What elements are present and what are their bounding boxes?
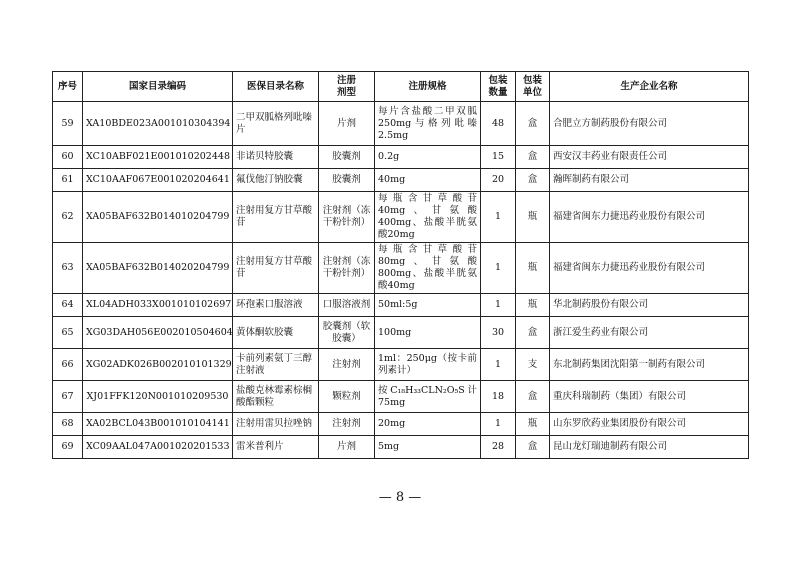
row-national-code: XG02ADK026B002010101329 xyxy=(83,349,233,381)
row-manufacturer: 重庆科瑞制药（集团）有限公司 xyxy=(550,381,749,413)
row-pack-qty: 1 xyxy=(481,349,516,381)
row-seq: 68 xyxy=(53,413,83,436)
row-dosage-form: 注射剂 xyxy=(319,349,375,381)
row-dosage-form: 胶囊剂 xyxy=(319,169,375,192)
row-pack-unit: 瓶 xyxy=(516,192,550,243)
row-insurance-name: 黄体酮软胶囊 xyxy=(233,317,319,349)
row-pack-qty: 30 xyxy=(481,317,516,349)
table-header-row xyxy=(53,72,749,102)
row-manufacturer: 瀚晖制药有限公司 xyxy=(550,169,749,192)
row-national-code: XA05BAF632B014020204799 xyxy=(83,243,233,294)
row-manufacturer: 福建省闽东力捷迅药业股份有限公司 xyxy=(550,243,749,294)
row-pack-unit: 盒 xyxy=(516,436,550,459)
table-row xyxy=(53,192,749,243)
row-dosage-form: 胶囊剂 xyxy=(319,146,375,169)
row-specification: 100mg xyxy=(375,317,481,349)
header-national-code: 国家目录编码 xyxy=(83,72,233,102)
row-national-code: XC10ABF021E001010202448 xyxy=(83,146,233,169)
row-pack-unit: 盒 xyxy=(516,169,550,192)
row-manufacturer: 山东罗欣药业集团股份有限公司 xyxy=(550,413,749,436)
row-national-code: XL04ADH033X001010102697 xyxy=(83,294,233,317)
row-pack-unit: 支 xyxy=(516,349,550,381)
row-national-code: XA05BAF632B014010204799 xyxy=(83,192,233,243)
row-specification: 50ml:5g xyxy=(375,294,481,317)
row-specification: 20mg xyxy=(375,413,481,436)
header-specification: 注册规格 xyxy=(375,72,481,102)
row-insurance-name: 雷米普利片 xyxy=(233,436,319,459)
row-seq: 67 xyxy=(53,381,83,413)
header-pack-qty: 包装 数量 xyxy=(481,72,516,102)
row-specification: 每片含盐酸二甲双胍250mg与格列吡嗪2.5mg xyxy=(375,102,481,146)
row-pack-qty: 15 xyxy=(481,146,516,169)
row-insurance-name: 注射用雷贝拉唑钠 xyxy=(233,413,319,436)
table-row xyxy=(53,349,749,381)
row-manufacturer: 昆山龙灯瑞迪制药有限公司 xyxy=(550,436,749,459)
row-pack-unit: 瓶 xyxy=(516,243,550,294)
table-row xyxy=(53,102,749,146)
row-dosage-form: 胶囊剂（软胶囊） xyxy=(319,317,375,349)
row-specification: 1ml：250μg（按卡前列素计） xyxy=(375,349,481,381)
row-pack-qty: 1 xyxy=(481,192,516,243)
row-pack-unit: 盒 xyxy=(516,317,550,349)
row-dosage-form: 片剂 xyxy=(319,102,375,146)
row-dosage-form: 口服溶液剂 xyxy=(319,294,375,317)
row-pack-qty: 28 xyxy=(481,436,516,459)
header-manufacturer: 生产企业名称 xyxy=(550,72,749,102)
row-pack-qty: 20 xyxy=(481,169,516,192)
header-pack-unit: 包装 单位 xyxy=(516,72,550,102)
row-specification: 每瓶含甘草酸苷40mg、甘氨酸400mg、盐酸半胱氨酸20mg xyxy=(375,192,481,243)
row-national-code: XG03DAH056E002010504604 xyxy=(83,317,233,349)
row-dosage-form: 注射剂 xyxy=(319,413,375,436)
table-row xyxy=(53,436,749,459)
table-row xyxy=(53,146,749,169)
row-insurance-name: 盐酸克林霉素棕榈酸酯颗粒 xyxy=(233,381,319,413)
row-insurance-name: 环孢素口服溶液 xyxy=(233,294,319,317)
drug-list-table xyxy=(52,71,749,459)
table-row xyxy=(53,413,749,436)
row-seq: 62 xyxy=(53,192,83,243)
row-specification: 按C₁₈H₃₃CLN₂O₅S计75mg xyxy=(375,381,481,413)
row-pack-unit: 盒 xyxy=(516,381,550,413)
row-manufacturer: 西安汉丰药业有限责任公司 xyxy=(550,146,749,169)
header-seq: 序号 xyxy=(53,72,83,102)
row-pack-qty: 18 xyxy=(481,381,516,413)
row-manufacturer: 合肥立方制药股份有限公司 xyxy=(550,102,749,146)
row-insurance-name: 卡前列素氨丁三醇注射液 xyxy=(233,349,319,381)
row-manufacturer: 福建省闽东力捷迅药业股份有限公司 xyxy=(550,192,749,243)
row-pack-qty: 1 xyxy=(481,243,516,294)
row-national-code: XJ01FFK120N001010209530 xyxy=(83,381,233,413)
table-row xyxy=(53,243,749,294)
page-number: — 8 — xyxy=(378,490,422,505)
row-national-code: XA02BCL043B001010104141 xyxy=(83,413,233,436)
row-seq: 64 xyxy=(53,294,83,317)
row-dosage-form: 注射剂（冻干粉针剂） xyxy=(319,192,375,243)
row-pack-qty: 48 xyxy=(481,102,516,146)
table-body xyxy=(53,102,749,459)
table-row xyxy=(53,169,749,192)
row-insurance-name: 氟伐他汀钠胶囊 xyxy=(233,169,319,192)
row-dosage-form: 注射剂（冻干粉针剂） xyxy=(319,243,375,294)
row-seq: 65 xyxy=(53,317,83,349)
row-insurance-name: 二甲双胍格列吡嗪片 xyxy=(233,102,319,146)
row-pack-unit: 瓶 xyxy=(516,294,550,317)
row-manufacturer: 浙江爱生药业有限公司 xyxy=(550,317,749,349)
row-seq: 66 xyxy=(53,349,83,381)
row-specification: 40mg xyxy=(375,169,481,192)
row-national-code: XC09AAL047A001020201533 xyxy=(83,436,233,459)
row-dosage-form: 颗粒剂 xyxy=(319,381,375,413)
row-insurance-name: 注射用复方甘草酸苷 xyxy=(233,243,319,294)
row-pack-unit: 盒 xyxy=(516,102,550,146)
table-row xyxy=(53,381,749,413)
row-national-code: XC10AAF067E001020204641 xyxy=(83,169,233,192)
row-insurance-name: 非诺贝特胶囊 xyxy=(233,146,319,169)
row-dosage-form: 片剂 xyxy=(319,436,375,459)
row-specification: 每瓶含甘草酸苷80mg、甘氨酸800mg、盐酸半胱氨酸40mg xyxy=(375,243,481,294)
row-pack-unit: 瓶 xyxy=(516,413,550,436)
row-seq: 60 xyxy=(53,146,83,169)
row-pack-qty: 1 xyxy=(481,294,516,317)
table-row xyxy=(53,317,749,349)
row-manufacturer: 华北制药股份有限公司 xyxy=(550,294,749,317)
row-specification: 5mg xyxy=(375,436,481,459)
row-insurance-name: 注射用复方甘草酸苷 xyxy=(233,192,319,243)
row-seq: 59 xyxy=(53,102,83,146)
header-dosage-form: 注册 剂型 xyxy=(319,72,375,102)
row-manufacturer: 东北制药集团沈阳第一制药有限公司 xyxy=(550,349,749,381)
row-pack-unit: 盒 xyxy=(516,146,550,169)
row-specification: 0.2g xyxy=(375,146,481,169)
row-seq: 61 xyxy=(53,169,83,192)
table-row xyxy=(53,294,749,317)
row-national-code: XA10BDE023A001010304394 xyxy=(83,102,233,146)
row-pack-qty: 1 xyxy=(481,413,516,436)
row-seq: 69 xyxy=(53,436,83,459)
row-seq: 63 xyxy=(53,243,83,294)
header-insurance-name: 医保目录名称 xyxy=(233,72,319,102)
